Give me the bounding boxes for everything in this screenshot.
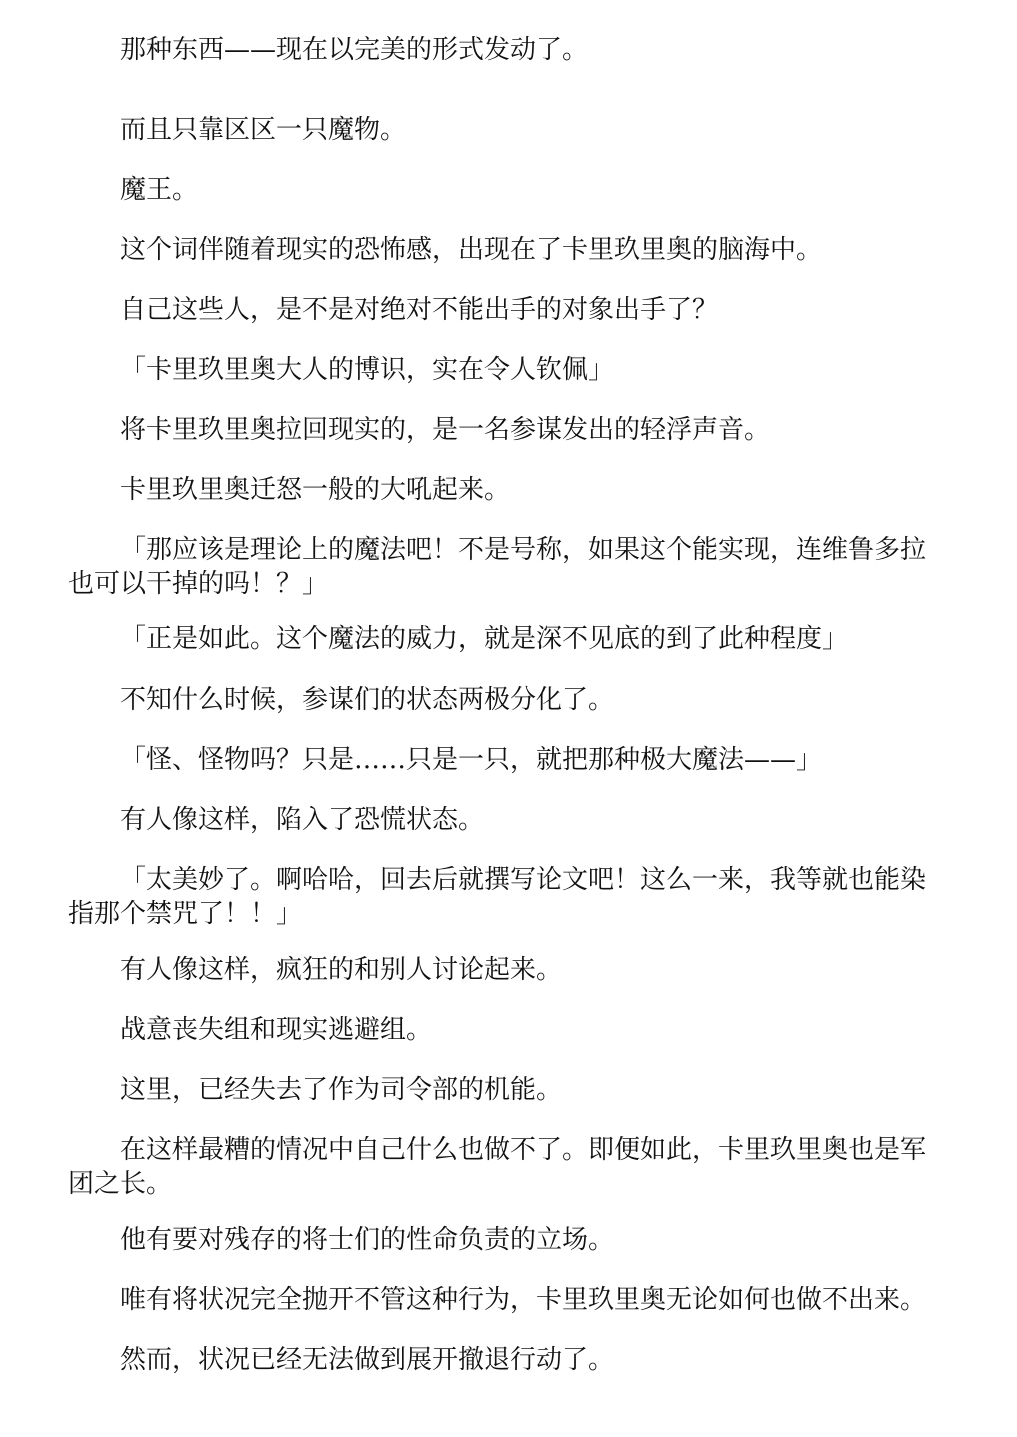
dialogue-paragraph: 「正是如此。这个魔法的威力，就是深不见底的到了此种程度」 [120, 624, 849, 654]
paragraph: 这个词伴随着现实的恐怖感，出现在了卡里玖里奥的脑海中。 [120, 235, 823, 265]
paragraph: 而且只靠区区一只魔物。 [120, 115, 407, 145]
paragraph: 他有要对残存的将士们的性命负责的立场。 [120, 1225, 615, 1255]
dialogue-paragraph: 「那应该是理论上的魔法吧！不是号称，如果这个能实现，连维鲁多拉也可以干掉的吗！？」 [68, 535, 927, 599]
paragraph: 唯有将状况完全抛开不管这种行为，卡里玖里奥无论如何也做不出来。 [120, 1285, 927, 1315]
paragraph: 然而，状况已经无法做到展开撤退行动了。 [120, 1345, 615, 1375]
paragraph: 魔王。 [120, 175, 199, 205]
dialogue-paragraph: 「怪、怪物吗？只是……只是一只，就把那种极大魔法——」 [120, 745, 823, 775]
paragraph: 战意丧失组和现实逃避组。 [120, 1015, 433, 1045]
paragraph: 自己这些人，是不是对绝对不能出手的对象出手了？ [120, 295, 719, 325]
paragraph: 这里，已经失去了作为司令部的机能。 [120, 1075, 563, 1105]
paragraph: 卡里玖里奥迁怒一般的大吼起来。 [120, 475, 511, 505]
paragraph: 不知什么时候，参谋们的状态两极分化了。 [120, 685, 615, 715]
dialogue-paragraph: 「卡里玖里奥大人的博识，实在令人钦佩」 [120, 355, 615, 385]
paragraph: 有人像这样，疯狂的和别人讨论起来。 [120, 955, 563, 985]
paragraph: 有人像这样，陷入了恐慌状态。 [120, 805, 485, 835]
paragraph: 那种东西——现在以完美的形式发动了。 [120, 35, 589, 65]
paragraph: 将卡里玖里奥拉回现实的，是一名参谋发出的轻浮声音。 [120, 415, 771, 445]
dialogue-paragraph: 「太美妙了。啊哈哈，回去后就撰写论文吧！这么一来，我等就也能染指那个禁咒了！！」 [68, 865, 927, 929]
paragraph: 在这样最糟的情况中自己什么也做不了。即便如此，卡里玖里奥也是军团之长。 [68, 1135, 927, 1199]
